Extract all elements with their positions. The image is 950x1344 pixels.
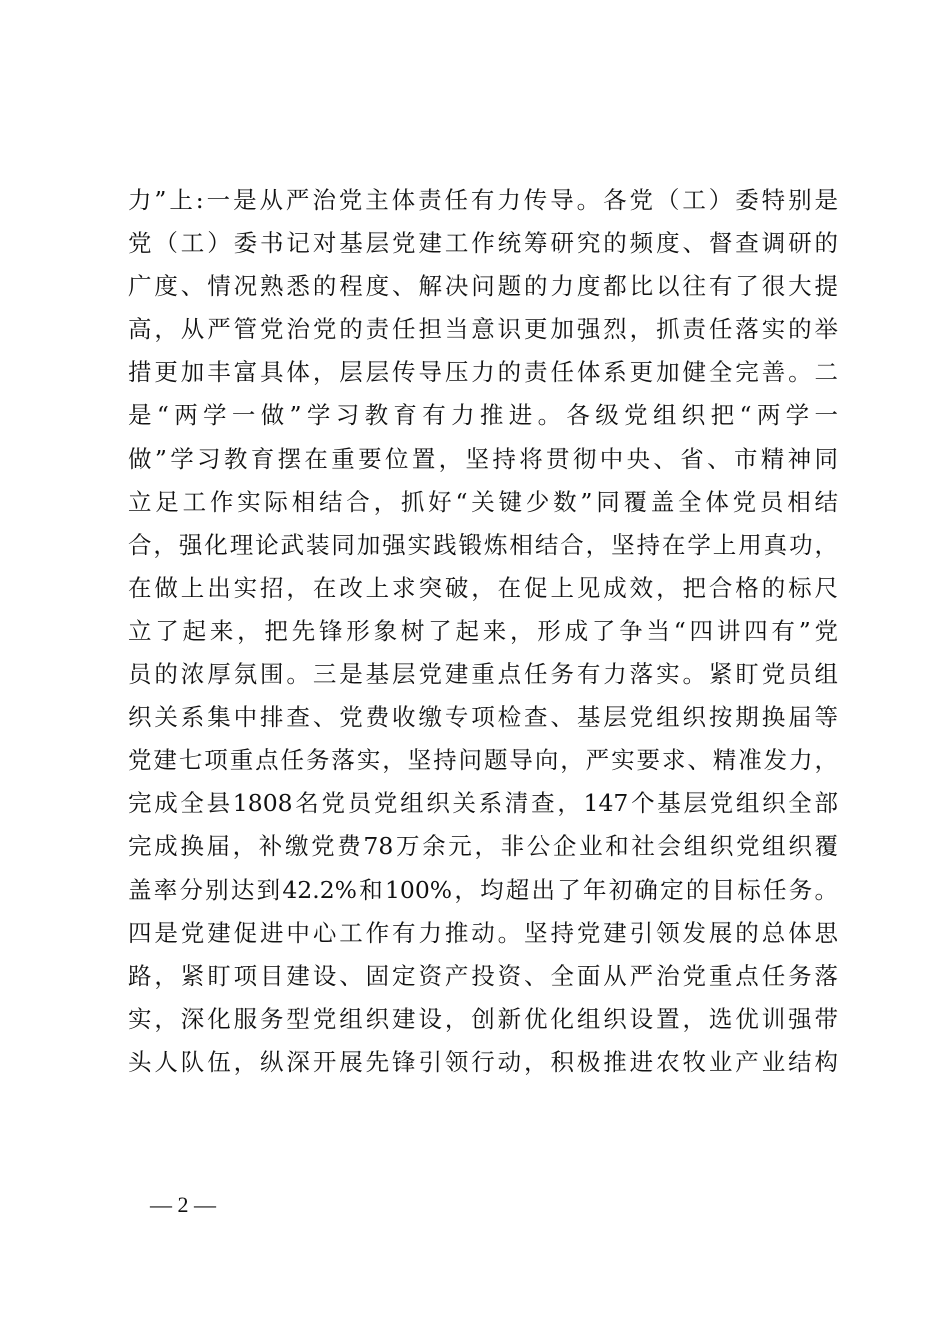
text-line: 党（工）委书记对基层党建工作统筹研究的频度、督查调研的 [128,229,838,258]
text-line: 是“两学一做”学习教育有力推进。各级党组织把“两学一 [128,401,838,430]
text-line: 高，从严管党治党的责任担当意识更加强烈，抓责任落实的举 [128,315,838,344]
text-line: 路，紧盯项目建设、固定资产投资、全面从严治党重点任务落 [128,961,838,990]
text-line: 广度、情况熟悉的程度、解决问题的力度都比以往有了很大提 [128,272,838,301]
text-line: 四是党建促进中心工作有力推动。坚持党建引领发展的总体思 [128,918,838,947]
text-line: 力”上:一是从严治党主体责任有力传导。各党（工）委特别是 [128,186,838,214]
text-line: 员的浓厚氛围。三是基层党建重点任务有力落实。紧盯党员组 [128,660,838,689]
text-line: 完成全县1808名党员党组织关系清查，147个基层党组织全部 [128,789,838,818]
text-line: 立足工作实际相结合，抓好“关键少数”同覆盖全体党员相结 [128,487,838,516]
text-line: 头人队伍，纵深开展先锋引领行动，积极推进农牧业产业结构 [128,1047,838,1076]
text-line: 实，深化服务型党组织建设，创新优化组织设置，选优训强带 [128,1004,838,1033]
text-line: 立了起来，把先锋形象树了起来，形成了争当“四讲四有”党 [128,616,838,645]
text-line: 盖率分别达到42.2%和100%，均超出了年初确定的目标任务。 [128,875,838,904]
text-line: 做”学习教育摆在重要位置，坚持将贯彻中央、省、市精神同 [128,444,838,473]
text-line: 党建七项重点任务落实，坚持问题导向，严实要求、精准发力， [128,746,838,775]
text-line: 措更加丰富具体，层层传导压力的责任体系更加健全完善。二 [128,358,838,387]
text-line: 合，强化理论武装同加强实践锻炼相结合，坚持在学上用真功， [128,530,838,559]
text-line: 在做上出实招，在改上求突破，在促上见成效，把合格的标尺 [128,573,838,602]
text-line: 织关系集中排查、党费收缴专项检查、基层党组织按期换届等 [128,703,838,732]
body-paragraph [128,179,838,1084]
page-number: — 2 — [150,1192,216,1217]
text-line: 完成换届，补缴党费78万余元，非公企业和社会组织党组织覆 [128,832,838,861]
